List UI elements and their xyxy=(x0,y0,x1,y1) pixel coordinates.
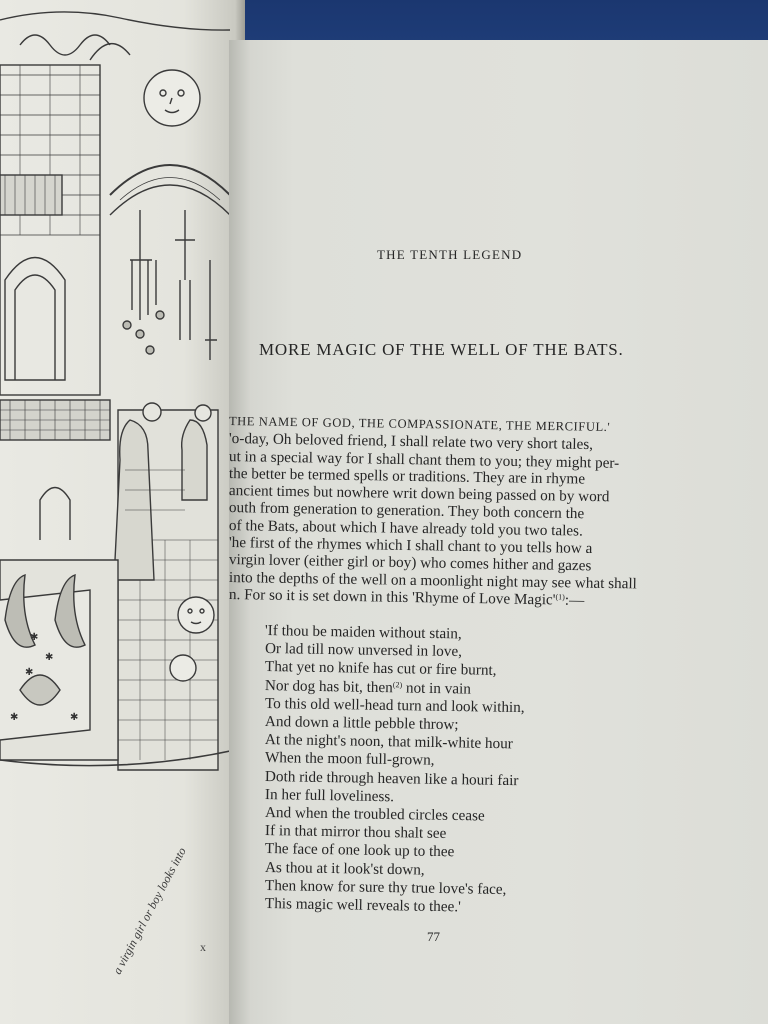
prose-line: 'he first of the rhymes which I shall chant to you tells how a xyxy=(229,534,593,558)
poem-line: As thou at it look'st down, xyxy=(264,858,425,879)
poem-line-end: not in vain xyxy=(401,679,472,698)
right-page xyxy=(229,40,768,1024)
prose-line: into the depths of the well on a moonlight night may see what shall xyxy=(229,568,637,593)
poem-line: The face of one look up to thee xyxy=(264,840,455,861)
poem-block xyxy=(264,622,525,916)
prose-line: ut in a special way for I shall chant them to you; they might per- xyxy=(229,447,620,472)
prose-line: 'o-day, Oh beloved friend, I shall relate two very short tales, xyxy=(229,430,594,454)
svg-text:✱: ✱ xyxy=(70,712,79,723)
chapter-title: MORE MAGIC OF THE WELL OF THE BATS. xyxy=(259,340,624,359)
poem-line: And down a little pebble throw; xyxy=(264,713,459,734)
page-number: 77 xyxy=(427,929,440,944)
prose-line-text: n. For so it is set down in this 'Rhyme of Love Magic' xyxy=(229,585,556,609)
prose-line: ancient times but nowhere writ down being passed on by word xyxy=(229,482,610,506)
prose-line: the better be termed spells or traditions. They are in rhyme xyxy=(229,464,586,488)
poem-line-text: Nor dog has bit, then xyxy=(264,676,393,696)
svg-text:✱: ✱ xyxy=(25,667,34,678)
legend-label: THE TENTH LEGEND xyxy=(377,247,523,262)
left-page-fragment-text: a virgin girl or boy looks into xyxy=(110,845,189,977)
poem-line: This magic well reveals to thee.' xyxy=(264,895,462,916)
prose-line: virgin lover (either girl or boy) who comes hither and gazes xyxy=(229,551,592,575)
prose-block xyxy=(229,413,749,609)
prose-line: THE NAME OF GOD, THE COMPASSIONATE, THE MERCIFUL.' xyxy=(229,414,611,434)
prose-line: outh from generation to generation. They both concern the xyxy=(229,499,585,523)
left-page-mark: x xyxy=(200,940,206,954)
svg-text:✱: ✱ xyxy=(10,712,19,723)
well-illustration xyxy=(0,0,245,780)
poem-line: When the moon full-grown, xyxy=(264,749,435,770)
poem-line: In her full loveliness. xyxy=(264,785,395,806)
footnote-marker-1: (1) xyxy=(555,592,565,602)
poem-line: At the night's noon, that milk-white hour xyxy=(264,731,513,753)
poem-line: Or lad till now unversed in love, xyxy=(264,640,463,661)
poem-line: To this old well-head turn and look within, xyxy=(264,694,525,716)
poem-line: That yet no knife has cut or fire burnt, xyxy=(264,658,497,680)
svg-text:✱: ✱ xyxy=(30,632,39,643)
footnote-marker-2: (2) xyxy=(392,679,403,690)
prose-line: of the Bats, about which I have already told you two tales. xyxy=(229,516,583,540)
poem-line: 'If thou be maiden without stain, xyxy=(264,622,462,643)
poem-line: Then know for sure thy true love's face, xyxy=(264,876,507,898)
svg-text:✱: ✱ xyxy=(45,652,54,663)
left-page xyxy=(0,0,245,1024)
poem-line: And when the troubled circles cease xyxy=(264,804,485,825)
poem-line: If in that mirror thou shalt see xyxy=(264,822,447,843)
prose-end: :— xyxy=(564,591,585,609)
poem-line: Doth ride through heaven like a houri fair xyxy=(264,767,519,789)
